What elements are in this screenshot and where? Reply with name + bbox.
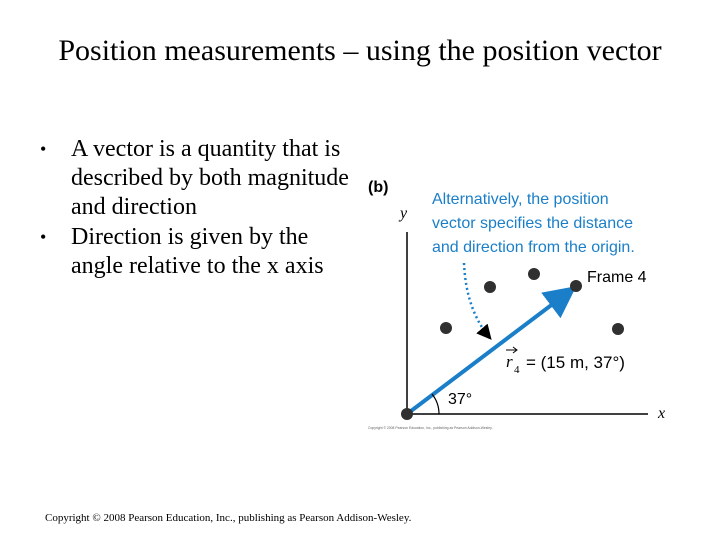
figure-fine-print: Copyright © 2008 Pearson Education, Inc., publishing as Pearson Addison-Wesley. [368, 426, 493, 430]
caption-line: vector specifies the distance [432, 215, 633, 232]
copyright-notice: Copyright © 2008 Pearson Education, Inc., publishing as Pearson Addison-Wesley. [45, 512, 412, 524]
vector-value: = (15 m, 37°) [526, 353, 625, 372]
bullet-item [38, 135, 358, 222]
frame-dot [528, 268, 540, 280]
bullet-text: Direction is given by the angle relative to the x axis [71, 224, 324, 279]
angle-arc [432, 394, 439, 414]
position-vector-figure [360, 170, 705, 440]
vector-subscript: 4 [514, 364, 520, 376]
frame-dot [440, 322, 452, 334]
x-axis-label: x [658, 405, 666, 422]
bullet-text: A vector is a quantity that is described by both magnitude and direction [71, 136, 349, 220]
slide-title: Position measurements – using the position vector [58, 34, 662, 67]
bullet-item [38, 223, 358, 281]
figure-caption [432, 191, 637, 256]
bullet-list [38, 135, 358, 282]
frame-dot [612, 323, 624, 335]
panel-label: (b) [368, 179, 389, 196]
origin-dot [401, 408, 413, 420]
frame-dot [484, 281, 496, 293]
vector-symbol: r [506, 352, 513, 371]
y-axis-label: y [400, 205, 408, 222]
bullet-icon: • [40, 139, 47, 159]
caption-line: Alternatively, the position [432, 191, 609, 208]
caption-line: and direction from the origin. [432, 239, 635, 256]
frame-4-label: Frame 4 [587, 269, 647, 286]
dotted-pointer-arrow [464, 263, 490, 338]
frame-4-dot [570, 280, 582, 292]
angle-label: 37° [448, 391, 473, 408]
bullet-icon: • [40, 227, 47, 247]
